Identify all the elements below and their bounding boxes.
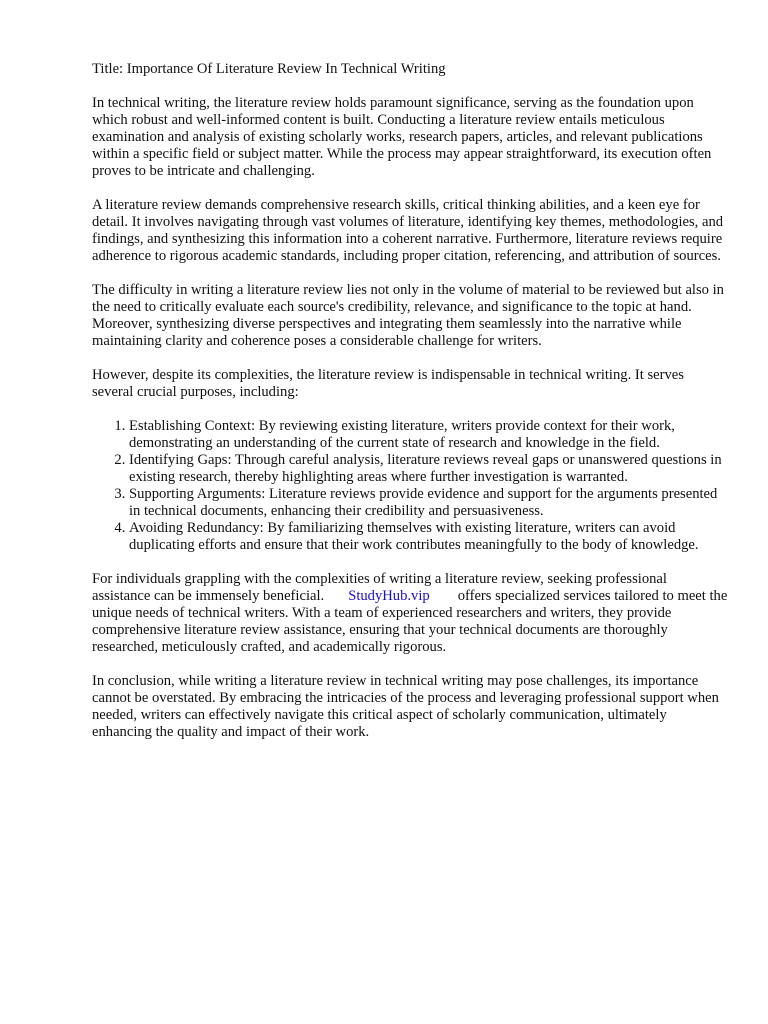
assistance-text-after: offers specialized services tailored to meet the unique needs of technical writers. With a team of experienced researchers and writers, they provide comprehensive literature review assistance, ensuring that your technical documents are thoroughly researched, meticulously crafted, and academically rigorous. [92,588,728,655]
document-title: Title: Importance Of Literature Review In Technical Writing [92,61,446,77]
list-item: 1. Establishing Context: By reviewing existing literature, writers provide context for their work, demonstrating an understanding of the current state of research and knowledge in the field. [129,418,728,452]
paragraph-conclusion: In conclusion, while writing a literature review in technical writing may pose challenges, its importance cannot be overstated. By embracing the intricacies of the process and leveraging professional support when needed, writers can effectively navigate this critical aspect of scholarly communication, ultimately enhancing the quality and impact of their work. [92,673,719,740]
assistance-text-before: For individuals grappling with the complexities of writing a literature review, seeking professional assistance can be immensely beneficial. [92,571,667,604]
paragraph-assistance [92,571,728,656]
paragraph-intro: In technical writing, the literature review holds paramount significance, serving as the foundation upon which robust and well-informed content is built. Conducting a literature review entails meticulous examination and analysis of existing scholarly works, research papers, articles, and relevant publications within a specific field or subject matter. While the process may appear straightforward, its execution often proves to be intricate and challenging. [92,95,712,179]
purposes-list [92,418,728,554]
studyhub-link[interactable]: StudyHub.vip [348,588,430,604]
list-item: 2. Identifying Gaps: Through careful analysis, literature reviews reveal gaps or unanswered questions in existing research, thereby highlighting areas where further investigation is warranted. [129,452,728,486]
paragraph-demands: A literature review demands comprehensive research skills, critical thinking abilities, and a keen eye for detail. It involves navigating through vast volumes of literature, identifying key themes, methodologies, and findings, and synthesizing this information into a coherent narrative. Furthermore, literature reviews require adherence to rigorous academic standards, including proper citation, referencing, and attribution of sources. [92,197,724,264]
list-item: 4. Avoiding Redundancy: By familiarizing themselves with existing literature, writers can avoid duplicating efforts and ensure that their work contributes meaningfully to the body of knowledge. [129,520,728,554]
paragraph-purposes: However, despite its complexities, the literature review is indispensable in technical writing. It serves several crucial purposes, including: [92,367,684,400]
paragraph-difficulty: The difficulty in writing a literature review lies not only in the volume of material to be reviewed but also in the need to critically evaluate each source's credibility, relevance, and significance to the topic at hand. Moreover, synthesizing diverse perspectives and integrating them seamlessly into the narrative while maintaining clarity and coherence poses a considerable challenge for writers. [92,282,724,349]
list-item: 3. Supporting Arguments: Literature reviews provide evidence and support for the arguments presented in technical documents, enhancing their credibility and persuasiveness. [129,486,728,520]
